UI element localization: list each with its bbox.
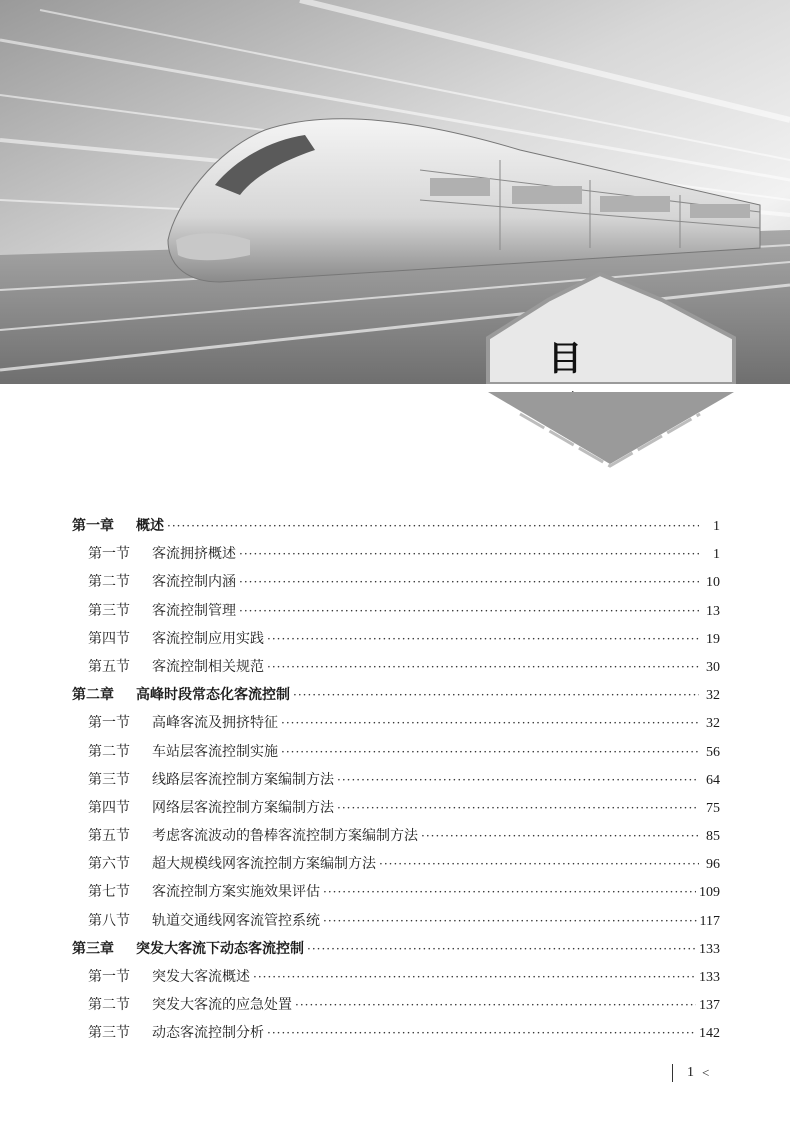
toc-section-entry[interactable] [72, 709, 720, 737]
toc-section-entry[interactable] [72, 597, 720, 625]
toc-entry-page: 142 [699, 1026, 720, 1042]
header-banner [0, 0, 790, 384]
page-number: 1 [687, 1065, 694, 1080]
toc-section-entry[interactable] [72, 991, 720, 1019]
toc-entry-title: 突发大客流概述 [152, 969, 250, 985]
toc-entry-page: 13 [706, 603, 720, 619]
toc-entry-number: 第一节 [88, 546, 130, 563]
toc-entry-title: 超大规模线网客流控制方案编制方法 [152, 856, 376, 873]
toc-entry-number: 第四节 [88, 630, 130, 647]
toc-leader-dots [421, 822, 699, 850]
toc-entry-number: 第一节 [88, 715, 130, 732]
toc-entry-number: 第三节 [88, 602, 130, 619]
toc-entry-number: 第六节 [88, 856, 130, 873]
toc-entry-title: 线路层客流控制方案编制方法 [152, 771, 334, 788]
toc-entry-number: 第二节 [88, 997, 130, 1014]
toc-section-entry[interactable] [72, 766, 720, 794]
toc-section-entry[interactable] [72, 540, 720, 568]
toc-entry-number: 第一章 [72, 518, 114, 534]
toc-chapter-entry[interactable] [72, 512, 720, 540]
toc-entry-number: 第三节 [88, 1025, 130, 1042]
title-chevron-ornament [0, 384, 790, 474]
toc-section-entry[interactable] [72, 568, 720, 596]
chevron-left-icon: < [702, 1065, 710, 1080]
toc-section-entry[interactable] [72, 907, 720, 935]
toc-chapter-entry[interactable] [72, 681, 720, 709]
toc-entry-page: 30 [706, 659, 720, 675]
toc-section-entry[interactable] [72, 738, 720, 766]
toc-leader-dots [323, 878, 696, 906]
table-of-contents [72, 512, 720, 1048]
toc-leader-dots [379, 850, 699, 878]
toc-entry-page: 56 [706, 744, 720, 760]
toc-leader-dots [337, 794, 699, 822]
toc-leader-dots [293, 681, 699, 709]
toc-entry-number: 第五节 [88, 828, 130, 845]
toc-section-entry[interactable] [72, 850, 720, 878]
toc-entry-number: 第三章 [72, 940, 114, 957]
toc-entry-page: 1 [713, 519, 720, 534]
toc-entry-page: 133 [699, 970, 720, 985]
toc-entry-title: 概述 [136, 518, 164, 534]
toc-entry-page: 137 [699, 998, 720, 1014]
toc-entry-title: 高峰客流及拥挤特征 [152, 715, 278, 732]
toc-leader-dots [267, 1019, 696, 1047]
toc-entry-page: 75 [706, 800, 720, 816]
toc-chapter-entry[interactable] [72, 935, 720, 963]
toc-section-entry[interactable] [72, 794, 720, 822]
toc-entry-page: 1 [713, 547, 720, 563]
toc-leader-dots [239, 568, 699, 596]
toc-entry-page: 32 [706, 716, 720, 732]
toc-entry-page: 117 [699, 913, 720, 929]
toc-entry-page: 32 [706, 688, 720, 704]
toc-entry-number: 第四节 [88, 799, 130, 816]
toc-section-entry[interactable] [72, 625, 720, 653]
toc-entry-page: 64 [706, 772, 720, 788]
toc-entry-page: 96 [706, 857, 720, 873]
toc-section-entry[interactable] [72, 1019, 720, 1047]
toc-entry-number: 第八节 [88, 912, 130, 929]
toc-leader-dots [337, 766, 699, 794]
toc-entry-title: 轨道交通线网客流管控系统 [152, 912, 320, 929]
footer-divider [672, 1064, 673, 1082]
toc-leader-dots [307, 935, 696, 963]
toc-section-entry[interactable] [72, 653, 720, 681]
toc-entry-title: 动态客流控制分析 [152, 1025, 264, 1042]
toc-entry-title: 客流控制内涵 [152, 574, 236, 591]
toc-entry-title: 客流拥挤概述 [152, 546, 236, 563]
toc-entry-number: 第二章 [72, 687, 114, 704]
toc-section-entry[interactable] [72, 822, 720, 850]
toc-entry-title: 客流控制方案实施效果评估 [152, 884, 320, 901]
toc-entry-title: 考虑客流波动的鲁棒客流控制方案编制方法 [152, 828, 418, 845]
toc-entry-title: 客流控制相关规范 [152, 658, 264, 675]
toc-leader-dots [267, 625, 699, 653]
toc-leader-dots [295, 991, 696, 1019]
page-footer [672, 1064, 709, 1082]
toc-entry-number: 第二节 [88, 743, 130, 760]
toc-entry-number: 第三节 [88, 771, 130, 788]
toc-entry-title: 突发大客流下动态客流控制 [136, 940, 304, 957]
toc-entry-number: 第七节 [88, 884, 130, 901]
toc-leader-dots [267, 653, 699, 681]
toc-leader-dots [253, 963, 696, 991]
toc-entry-page: 85 [706, 829, 720, 845]
toc-leader-dots [323, 907, 697, 935]
toc-entry-title: 客流控制管理 [152, 602, 236, 619]
toc-entry-title: 客流控制应用实践 [152, 630, 264, 647]
toc-leader-dots [281, 738, 699, 766]
toc-leader-dots [281, 709, 699, 737]
toc-entry-title: 高峰时段常态化客流控制 [136, 687, 290, 704]
toc-leader-dots [239, 597, 699, 625]
toc-leader-dots [167, 512, 699, 540]
toc-entry-number: 第一节 [88, 969, 130, 985]
toc-entry-title: 车站层客流控制实施 [152, 743, 278, 760]
toc-entry-page: 10 [706, 575, 720, 591]
toc-entry-page: 109 [699, 885, 720, 901]
toc-leader-dots [239, 540, 699, 568]
toc-section-entry[interactable] [72, 878, 720, 906]
toc-entry-page: 133 [699, 941, 720, 957]
toc-entry-number: 第五节 [88, 658, 130, 675]
page-title: 目 [548, 339, 612, 379]
toc-entry-page: 19 [706, 631, 720, 647]
toc-section-entry[interactable] [72, 963, 720, 991]
toc-entry-title: 突发大客流的应急处置 [152, 997, 292, 1014]
toc-entry-number: 第二节 [88, 574, 130, 591]
toc-entry-title: 网络层客流控制方案编制方法 [152, 799, 334, 816]
train-illustration [0, 0, 790, 384]
